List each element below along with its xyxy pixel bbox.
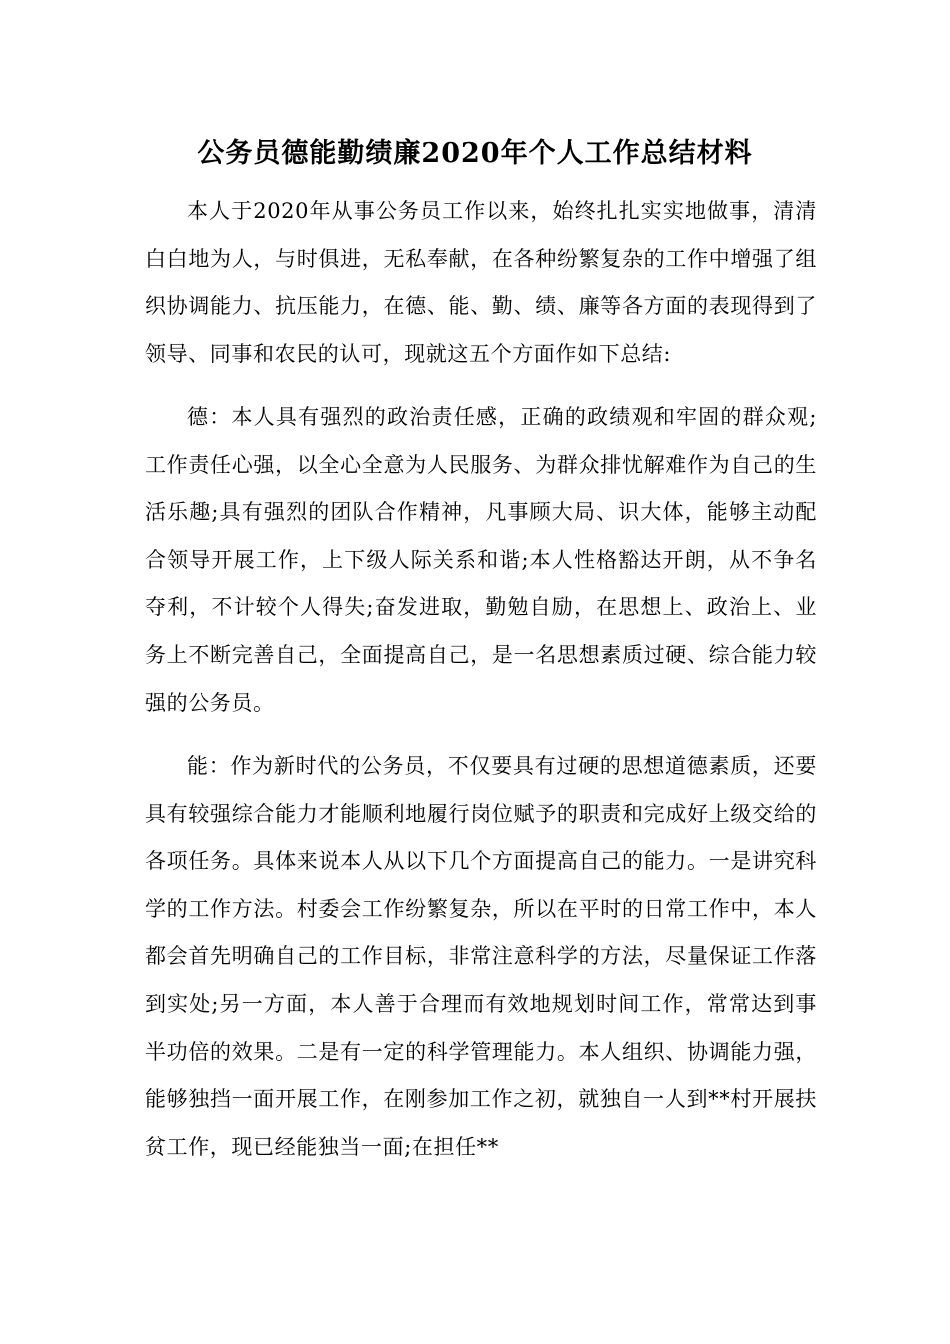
paragraph-virtue: 德：本人具有强烈的政治责任感，正确的政绩观和牢固的群众观;工作责任心强，以全心全意为人民服务、为群众排忧解难作为自己的生活乐趣;具有强烈的团队合作精神，凡事顾大局、识大体，能够主动配合领导开展工作，上下级人际关系和谐;本人性格豁达开朗，从不争名夺利，不计较个人得失;奋发进取，勤勉自励，在思想上、政治上、业务上不断完善自己，全面提高自己，是一名思想素质过硬、综合能力较强的公务员。 — [145, 405, 817, 715]
document-title: 公务员德能勤绩廉2020年个人工作总结材料 — [197, 138, 753, 169]
paragraph-intro: 本人于2020年从事公务员工作以来，始终扎扎实实地做事，清清白白地为人，与时俱进，无私奉献，在各种纷繁复杂的工作中增强了组织协调能力、抗压能力，在德、能、勤、绩、廉等各方面的表现得到了领导、同事和农民的认可，现就这五个方面作如下总结: — [145, 199, 817, 366]
paragraph-ability: 能：作为新时代的公务员，不仅要具有过硬的思想道德素质，还要具有较强综合能力才能顺利地履行岗位赋予的职责和完成好上级交给的各项任务。具体来说本人从以下几个方面提高自己的能力。一是讲究科学的工作方法。村委会工作纷繁复杂，所以在平时的日常工作中，本人都会首先明确自己的工作目标，非常注意科学的方法，尽量保证工作落到实处;另一方面，本人善于合理而有效地规划时间工作，常常达到事半功倍的效果。二是有一定的科学管理能力。本人组织、协调能力强，能够独挡一面开展工作，在刚参加工作之初，就独自一人到**村开展扶贫工作，现已经能独当一面;在担任** — [145, 754, 817, 1159]
